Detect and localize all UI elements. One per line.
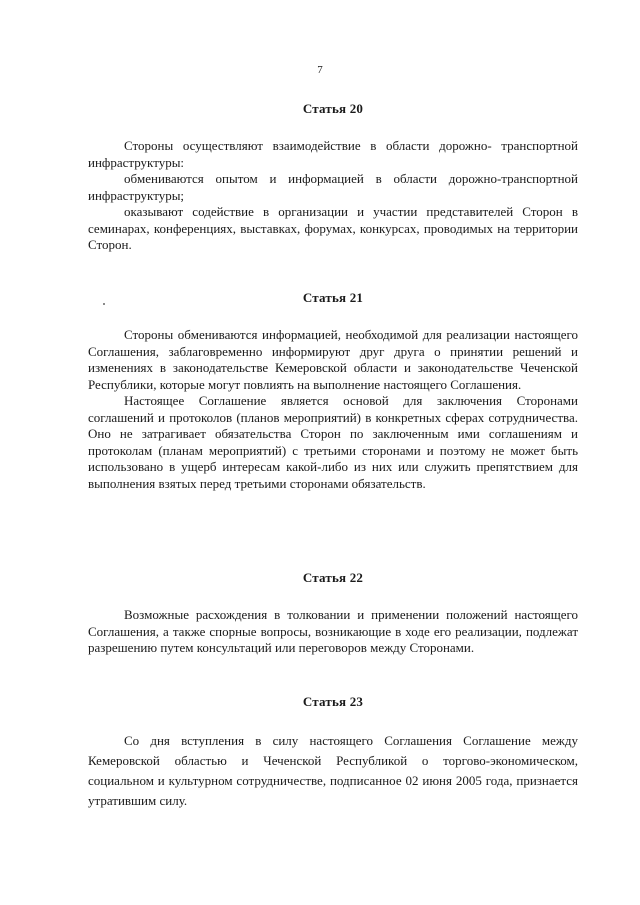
article-title: Статья 23: [302, 694, 364, 709]
article-title: Статья 20: [302, 101, 364, 116]
page-number: 7: [317, 64, 323, 76]
article-paragraph: Возможные расхождения в толковании и применении положений настоящего Соглашения, а также спорные вопросы, возникающие в ходе его реализации, подлежат разрешению путем консультаций или переговоров между Сторонами.: [88, 607, 578, 655]
article-23: [88, 694, 578, 811]
article-paragraph: обмениваются опытом и информацией в области дорожно-транспортной инфраструктуры;: [88, 171, 578, 203]
article-paragraph: Стороны обмениваются информацией, необходимой для реализации настоящего Соглашения, заблаговременно информируют друг друга о принятии решений и изменениях в законодательстве Кемеровской области и законодательстве Чеченской Республики, которые могут повлиять на выполнение настоящего Соглашения.: [88, 327, 578, 392]
article-paragraph: Настоящее Соглашение является основой для заключения Сторонами соглашений и протоколов (планов мероприятий) в конкретных сферах сотрудничества. Оно не затрагивает обязательства Сторон по заключенным ими соглашениям и протоколам (планам мероприятий) с третьими сторонами и поэтому не может быть использовано в ущерб интересам какой-либо из них или служить препятствием для выполнения взятых перед третьими сторонами обязательств.: [88, 393, 578, 491]
article-20: [88, 101, 578, 254]
article-paragraph: оказывают содействие в организации и участии представителей Сторон в семинарах, конференциях, выставках, форумах, конкурсах, проводимых на территории Сторон.: [88, 204, 578, 252]
article-title: Статья 21: [302, 290, 364, 305]
article-paragraph: Стороны осуществляют взаимодействие в области дорожно- транспортной инфраструктуры:: [88, 138, 578, 170]
article-22: [88, 570, 578, 657]
article-title: Статья 22: [302, 570, 364, 585]
article-21: [88, 290, 578, 492]
article-paragraph: Со дня вступления в силу настоящего Соглашения Соглашение между Кемеровской областью и Чеченской Республикой о торгово-экономическом, социальном и культурном сотрудничестве, подписанное 02 июня 2005 года, признается утратившим силу.: [88, 733, 578, 808]
